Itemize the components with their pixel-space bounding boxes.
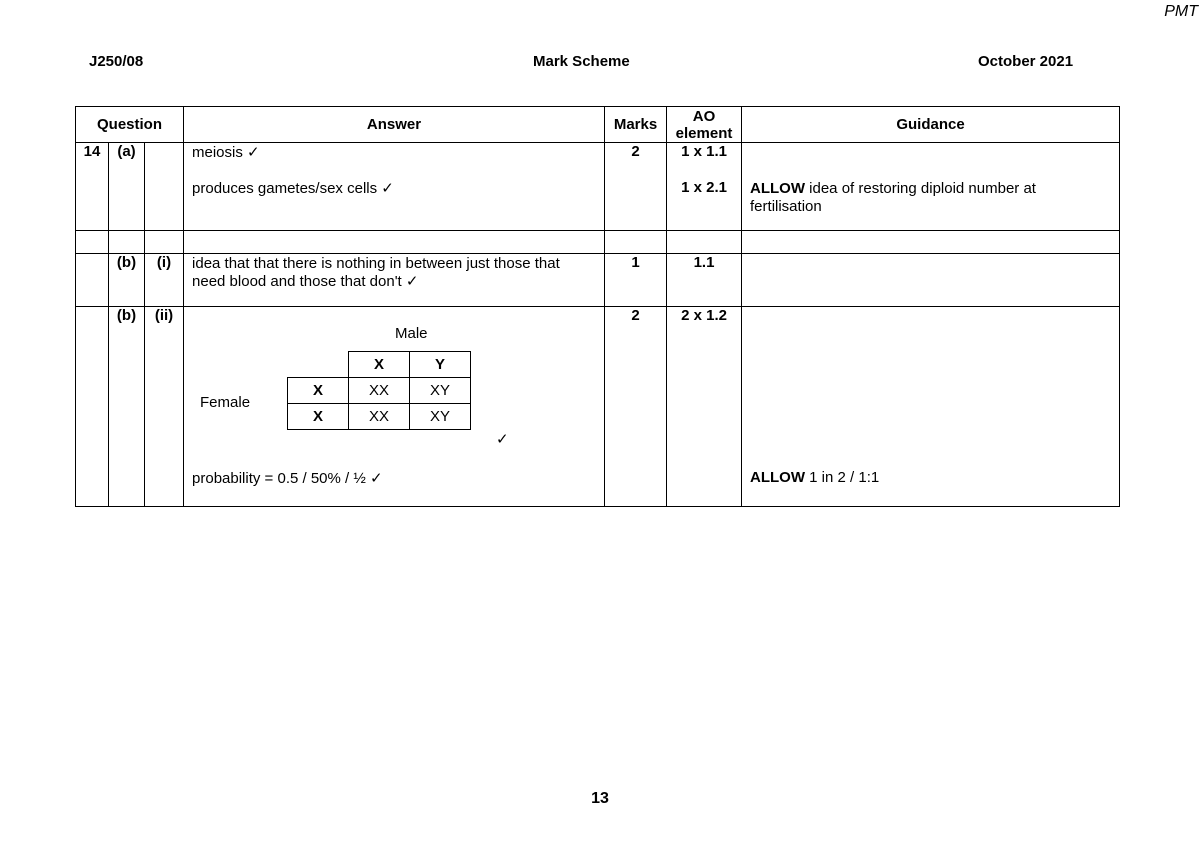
answer-line: produces gametes/sex cells ✓	[192, 180, 394, 197]
answer-line: idea that that there is nothing in between just those that	[192, 255, 560, 272]
table-row	[76, 254, 1120, 307]
marks-cell: 2	[605, 143, 667, 231]
offspring-genotype: XY	[410, 378, 471, 404]
guidance-text: 1 in 2 / 1:1	[805, 469, 880, 486]
offspring-genotype: XX	[349, 378, 410, 404]
guidance-cell	[742, 254, 1120, 307]
marks-cell: 2	[605, 307, 667, 507]
mark-scheme-table	[75, 106, 1120, 507]
question-part: (b)	[109, 307, 145, 507]
guidance-cell	[742, 307, 1120, 507]
ao-header-line1: AO	[692, 107, 716, 125]
male-allele: X	[349, 352, 410, 378]
answer-line: need blood and those that don't ✓	[192, 273, 419, 290]
guidance-text: idea of restoring diploid number at	[805, 180, 1036, 197]
column-header-question: Question	[76, 107, 184, 143]
row-gap	[76, 231, 1120, 254]
table-row	[76, 143, 1120, 231]
female-allele: X	[288, 378, 349, 404]
ao-cell: 2 x 1.2	[667, 307, 742, 507]
question-number: 14	[76, 143, 109, 231]
exam-date: October 2021	[978, 53, 1074, 70]
ao-header-line2: element	[675, 124, 733, 142]
question-part: (b)	[109, 254, 145, 307]
probability-answer: probability = 0.5 / 50% / ½ ✓	[192, 470, 383, 487]
table-header-row	[76, 107, 1120, 143]
answer-cell	[184, 254, 605, 307]
column-header-answer: Answer	[184, 107, 605, 143]
guidance-allow: ALLOW	[750, 180, 805, 197]
answer-cell	[184, 143, 605, 231]
guidance-allow: ALLOW	[750, 469, 805, 486]
column-header-marks: Marks	[605, 107, 667, 143]
ao-value: 1 x 2.1	[681, 179, 727, 196]
guidance-line: fertilisation	[750, 198, 822, 215]
male-allele: Y	[410, 352, 471, 378]
corner-label: PMT	[1164, 3, 1198, 20]
marks-cell: 1	[605, 254, 667, 307]
ao-cell	[667, 143, 742, 231]
ao-cell: 1.1	[667, 254, 742, 307]
question-subpart	[145, 143, 184, 231]
female-allele: X	[288, 404, 349, 430]
paper-code: J250/08	[89, 53, 144, 70]
question-part: (a)	[109, 143, 145, 231]
guidance-line	[750, 180, 1113, 198]
punnett-square	[287, 351, 471, 430]
guidance-line	[750, 469, 879, 487]
punnett-area	[184, 307, 604, 506]
guidance-cell	[742, 143, 1120, 231]
answer-line: meiosis ✓	[192, 144, 260, 161]
column-header-guidance: Guidance	[742, 107, 1120, 143]
ao-value: 1 x 1.1	[681, 143, 727, 160]
male-label: Male	[395, 325, 428, 342]
page-number: 13	[591, 790, 609, 807]
offspring-genotype: XY	[410, 404, 471, 430]
page-title: Mark Scheme	[533, 53, 630, 70]
question-subpart: (i)	[145, 254, 184, 307]
column-header-ao	[667, 107, 742, 143]
check-icon: ✓	[496, 431, 509, 448]
table-row	[76, 307, 1120, 507]
offspring-genotype: XX	[349, 404, 410, 430]
female-label: Female	[200, 394, 251, 411]
answer-cell	[184, 307, 605, 507]
question-subpart: (ii)	[145, 307, 184, 507]
